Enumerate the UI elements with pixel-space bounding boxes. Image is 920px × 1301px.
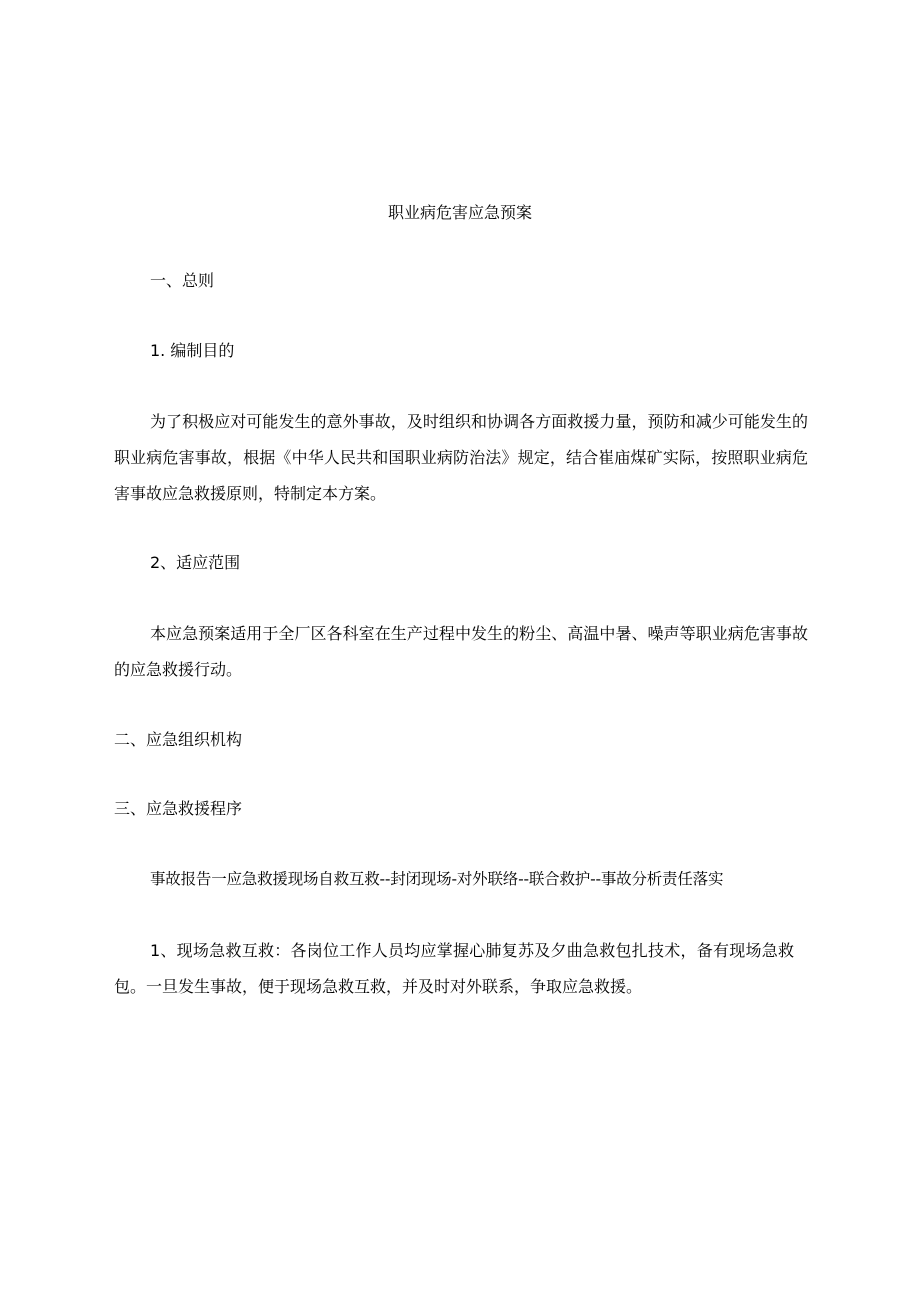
section-3-heading: 三、应急救援程序	[114, 799, 243, 818]
section-2-heading: 二、应急组织机构	[114, 730, 243, 749]
sub-1-body: 为了积极应对可能发生的意外事故，及时组织和协调各方面救援力量，预防和减少可能发生的职业病危害事故，根据《中华人民共和国职业病防治法》规定，结合崔庙煤矿实际，按照职业病危害事故应急救援原则，特制定本方案。	[114, 412, 808, 503]
step-1-body: 1、现场急救互救：各岗位工作人员均应掌握心肺复苏及夕曲急救包扎技术，备有现场急救包。一旦发生事故，便于现场急救互救，并及时对外联系，争取应急救援。	[114, 941, 794, 996]
sub-2-body: 本应急预案适用于全厂区各科室在生产过程中发生的粉尘、高温中暑、噪声等职业病危害事故的应急救援行动。	[114, 624, 808, 679]
sub-2-heading: 2、适应范围	[150, 553, 241, 572]
document-title: 职业病危害应急预案	[387, 203, 532, 222]
sub-1-heading: 1. 编制目的	[150, 341, 235, 360]
procedure-flow: 事故报告一应急救援现场自救互救--封闭现场-对外联络--联合救护--事故分析责任落实	[150, 870, 724, 888]
section-1-heading: 一、总则	[150, 271, 215, 290]
